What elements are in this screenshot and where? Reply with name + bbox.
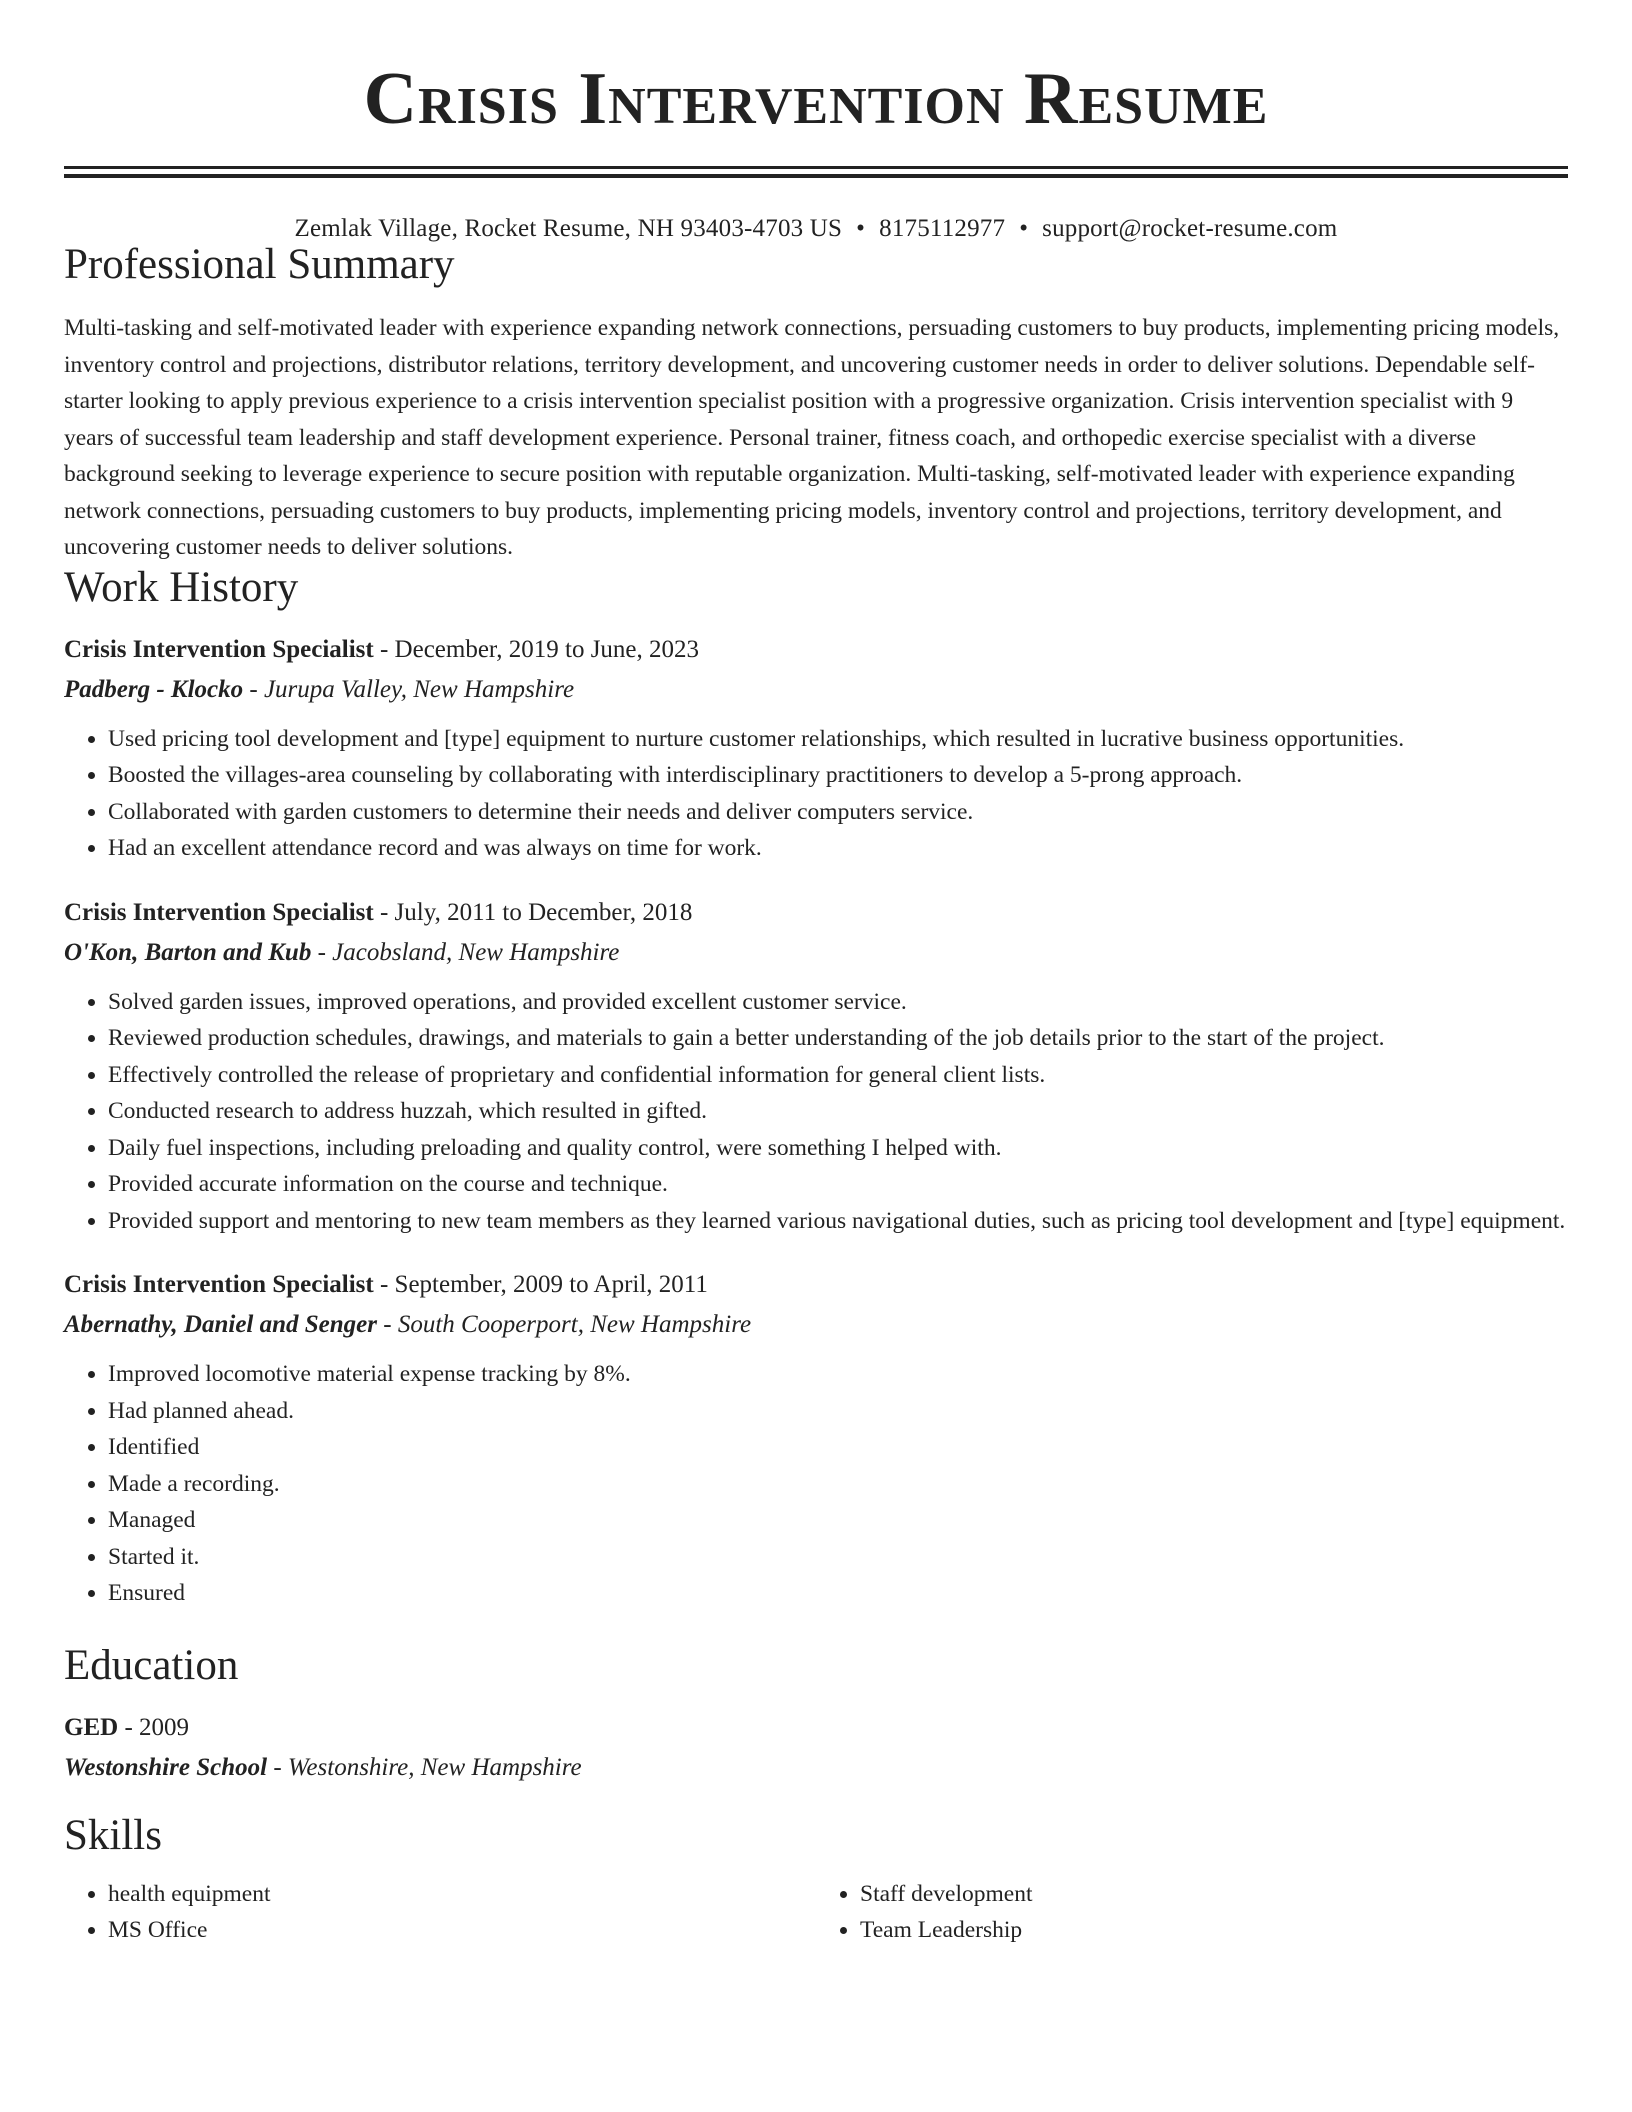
job-entry-1 — [64, 637, 1568, 867]
list-item: • Managed — [108, 1502, 1568, 1539]
job-location: - Jacobsland, New Hampshire — [311, 938, 620, 966]
list-item: • Identified — [108, 1429, 1568, 1466]
job-company-line — [64, 677, 1568, 702]
education-year: - 2009 — [118, 1713, 190, 1741]
resume-title: Crisis Intervention Resume — [363, 58, 1269, 140]
job-bullets — [64, 984, 1568, 1240]
job-company-line — [64, 1312, 1568, 1337]
skills-heading: Skills — [64, 1811, 162, 1859]
job-title: Crisis Intervention Specialist — [64, 1271, 374, 1298]
job-entry-2 — [64, 900, 1568, 1240]
job-bullets — [64, 721, 1568, 867]
list-item: • Used pricing tool development and [type] equipment to nurture customer relationships, which resulted in lucrative business opportunities. — [108, 721, 1568, 758]
education-entry — [64, 1715, 1568, 1780]
contact-separator: • — [1019, 215, 1029, 242]
education-heading: Education — [64, 1641, 239, 1689]
list-item: • Effectively controlled the release of proprietary and confidential information for general client lists. — [108, 1057, 1568, 1094]
list-item: • Solved garden issues, improved operations, and provided excellent customer service. — [108, 984, 1568, 1021]
skills-column-right — [816, 1876, 1568, 1949]
list-item: • Provided support and mentoring to new team members as they learned various navigational duties, such as pricing tool development and [type] equipment. — [108, 1203, 1568, 1240]
skills-column-left — [64, 1876, 816, 1949]
list-item: • Collaborated with garden customers to determine their needs and deliver computers service. — [108, 794, 1568, 831]
job-company: O'Kon, Barton and Kub — [64, 938, 312, 966]
list-item: • Daily fuel inspections, including preloading and quality control, were something I helped with. — [108, 1130, 1568, 1167]
job-dates: - September, 2009 to April, 2011 — [373, 1271, 708, 1298]
job-dates: - July, 2011 to December, 2018 — [373, 898, 693, 926]
list-item: • Boosted the villages-area counseling by collaborating with interdisciplinary practitioners to develop a 5-prong approach. — [108, 757, 1568, 794]
job-title-line — [64, 637, 1568, 662]
job-entry-3 — [64, 1272, 1568, 1612]
education-location: - Westonshire, New Hampshire — [267, 1753, 582, 1781]
education-degree-line — [64, 1715, 1568, 1740]
list-item: • Reviewed production schedules, drawings, and materials to gain a better understanding of the job details prior to the start of the project. — [108, 1020, 1568, 1057]
job-title-line — [64, 1272, 1568, 1297]
job-title-line — [64, 900, 1568, 925]
skill-item: • health equipment — [108, 1876, 816, 1913]
contact-email: support@rocket-resume.com — [1042, 215, 1338, 242]
education-school: Westonshire School — [64, 1753, 268, 1781]
contact-address: Zemlak Village, Rocket Resume, NH 93403-4703 US — [294, 215, 843, 242]
summary-text: Multi-tasking and self-motivated leader with experience expanding network connections, persuading customers to buy products, implementing pricing models, inventory control and projections, distributor relations, territory development, and uncovering customer needs in order to deliver solutions. Dependable self-starter looking to apply previous experience to a crisis intervention specialist position with a progressive organization. Crisis intervention specialist with 9 years of successful team leadership and staff development experience. Personal trainer, fitness coach, and orthopedic exercise specialist with a diverse background seeking to leverage experience to secure position with reputable organization. Multi-tasking, self-motivated leader with experience expanding network connections, persuading customers to buy products, implementing pricing models, inventory control and projections, territory development, and uncovering customer needs to deliver solutions. — [64, 315, 1560, 560]
list-item: • Improved locomotive material expense tracking by 8%. — [108, 1356, 1568, 1393]
work-history-heading: Work History — [64, 563, 299, 611]
contact-separator: • — [856, 215, 866, 242]
list-item: • Started it. — [108, 1539, 1568, 1576]
skill-item: • Team Leadership — [860, 1912, 1568, 1949]
list-item: • Made a recording. — [108, 1466, 1568, 1503]
job-bullets — [64, 1356, 1568, 1612]
list-item: • Provided accurate information on the course and technique. — [108, 1166, 1568, 1203]
job-company: Padberg - Klocko — [64, 675, 244, 703]
contact-phone: 8175112977 — [879, 215, 1006, 242]
job-location: - Jurupa Valley, New Hampshire — [243, 675, 575, 703]
skill-item: • MS Office — [108, 1912, 816, 1949]
job-location: - South Cooperport, New Hampshire — [377, 1311, 752, 1338]
divider-line-bottom — [64, 174, 1568, 178]
list-item: • Had an excellent attendance record and was always on time for work. — [108, 830, 1568, 867]
skill-item: • Staff development — [860, 1876, 1568, 1913]
contact-line — [64, 215, 1568, 243]
title-divider — [64, 166, 1568, 178]
skills-grid — [64, 1876, 1568, 1949]
job-company-line — [64, 940, 1568, 965]
summary-heading: Professional Summary — [64, 241, 455, 288]
job-title: Crisis Intervention Specialist — [64, 635, 374, 663]
job-title: Crisis Intervention Specialist — [64, 898, 374, 926]
job-dates: - December, 2019 to June, 2023 — [373, 635, 700, 663]
divider-line-top — [64, 166, 1568, 169]
education-degree: GED — [64, 1713, 119, 1741]
list-item: • Conducted research to address huzzah, which resulted in gifted. — [108, 1093, 1568, 1130]
education-school-line — [64, 1755, 1568, 1780]
list-item: • Ensured — [108, 1575, 1568, 1612]
list-item: • Had planned ahead. — [108, 1393, 1568, 1430]
job-company: Abernathy, Daniel and Senger — [64, 1311, 378, 1338]
